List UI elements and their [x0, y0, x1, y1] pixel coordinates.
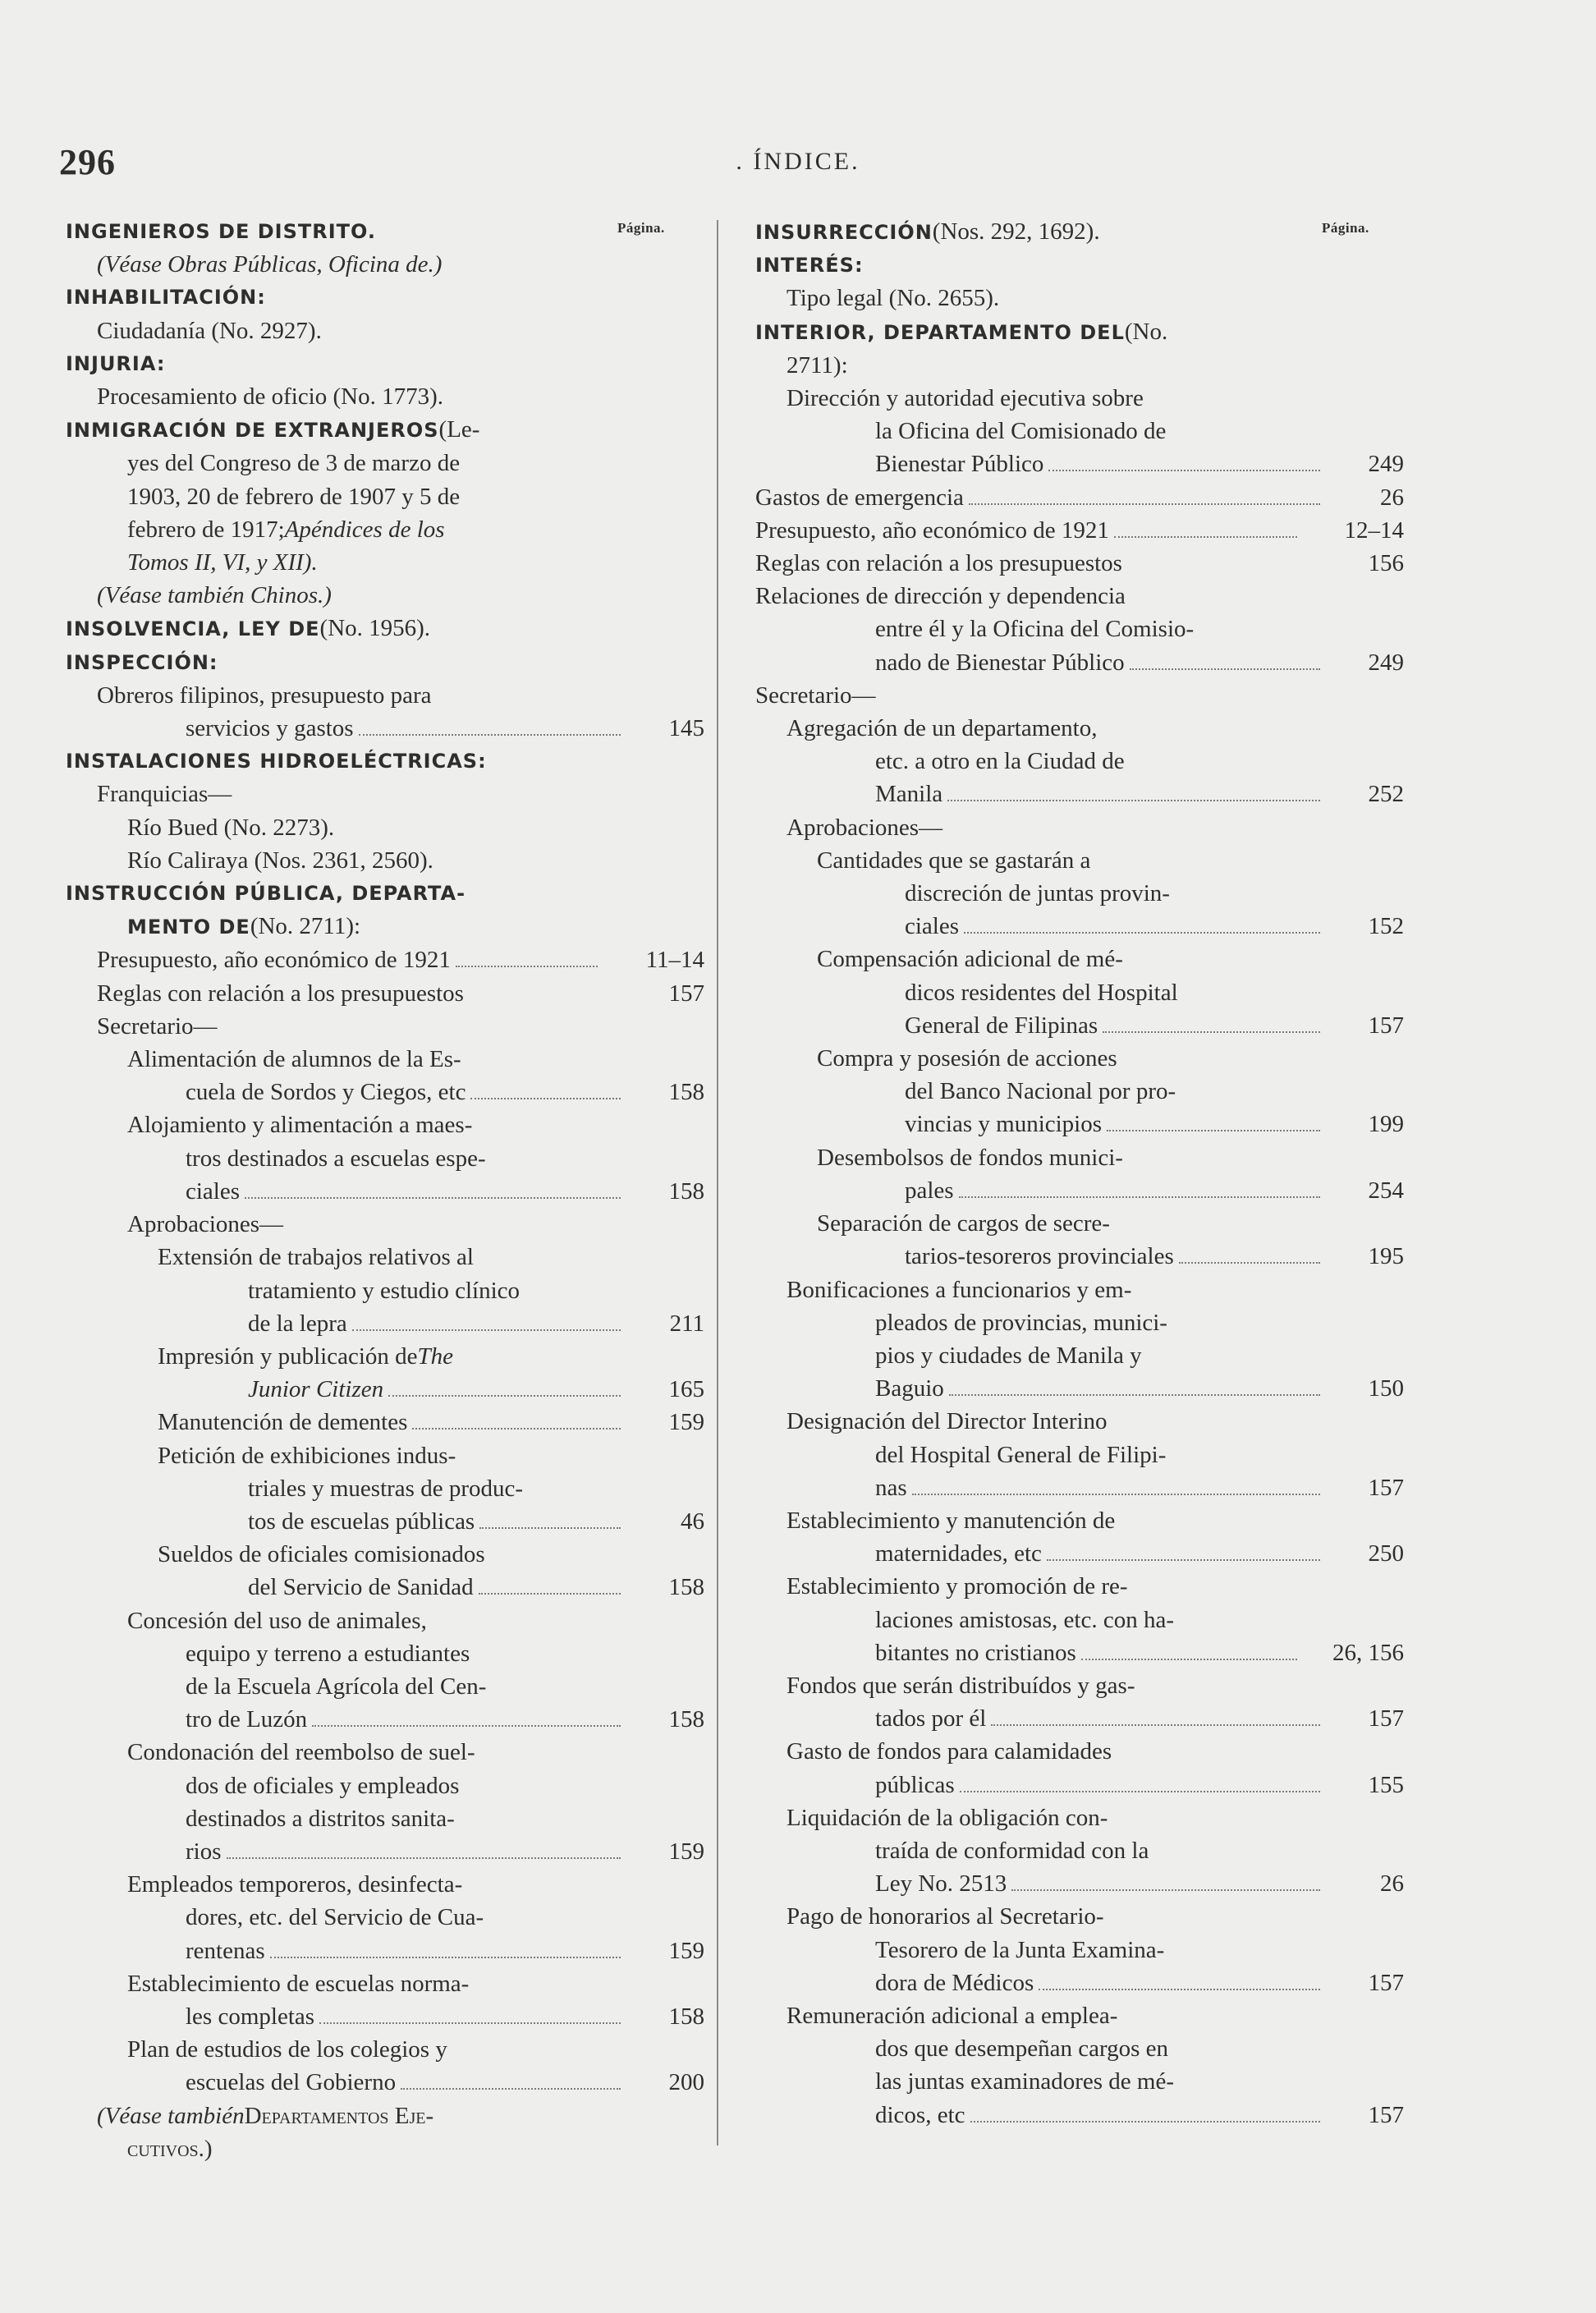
index-subentry: Río Bued (No. 2273).: [127, 814, 335, 841]
dot-leader: [270, 1956, 621, 1958]
dot-leader: [969, 503, 1320, 505]
page-reference: 26: [1380, 1870, 1404, 1898]
column-divider: [717, 220, 718, 2145]
index-subentry-continued: de la Escuela Agrícola del Cen-: [186, 1673, 487, 1700]
index-heading: INTERIOR, DEPARTAMENTO DEL (No.: [755, 318, 1168, 345]
page-reference: 195: [1368, 1243, 1404, 1270]
page-reference: 26: [1380, 484, 1404, 511]
pagina-label-left: Página.: [617, 220, 665, 236]
dot-leader: [359, 733, 621, 736]
index-entry: Obreros filipinos, presupuesto para: [97, 682, 432, 709]
index-subentry: Liquidación de la obligación con-: [787, 1804, 1108, 1831]
index-subentry: Agregación de un departamento,: [787, 715, 1098, 742]
dot-leader: [312, 1724, 621, 1727]
dot-leader: [1048, 469, 1320, 471]
index-entry-continued: servicios y gastos 145: [66, 712, 704, 745]
dot-leader: [227, 1856, 621, 1859]
dot-leader: [912, 1493, 1320, 1495]
index-subentry-continued: Junior Citizen 165: [66, 1373, 704, 1406]
page-reference: 249: [1368, 451, 1404, 478]
index-subentry-continued: ciales 158: [66, 1175, 704, 1208]
index-subentry: Establecimiento y promoción de re-: [787, 1573, 1128, 1600]
index-subentry-continued: del Banco Nacional por pro-: [905, 1078, 1176, 1105]
index-subentry: Aprobaciones—: [127, 1211, 284, 1238]
index-subentry: Designación del Director Interino: [787, 1408, 1108, 1435]
index-subentry-continued: les completas 158: [66, 2000, 704, 2033]
index-subentry-continued: tarios-tesoreros provinciales 195: [755, 1240, 1404, 1273]
cross-reference: (Véase Obras Públicas, Oficina de.): [97, 251, 443, 278]
index-subentry: Concesión del uso de animales,: [127, 1607, 427, 1634]
index-heading: INSOLVENCIA, LEY DE (No. 1956).: [66, 615, 431, 642]
index-subentry-continued: ciales 152: [755, 910, 1404, 943]
index-entry-continued: entre él y la Oficina del Comisio-: [875, 616, 1195, 643]
cross-reference: (Véase también Departamentos Eje-: [97, 2102, 434, 2129]
index-subentry: Petición de exhibiciones indus-: [158, 1442, 456, 1469]
dot-leader: [319, 2022, 621, 2024]
dot-leader: [970, 2120, 1320, 2123]
index-subentry: Pago de honorarios al Secretario-: [787, 1903, 1104, 1930]
index-subentry-continued: del Servicio de Sanidad 158: [66, 1571, 704, 1604]
dot-leader: [479, 1526, 621, 1529]
index-subentry-continued: bitantes no cristianos 26, 156: [755, 1636, 1404, 1669]
index-subentry-continued: cuela de Sordos y Ciegos, etc 158: [66, 1076, 704, 1108]
index-heading: INJURIA:: [66, 351, 166, 375]
index-subentry-continued: equipo y terreno a estudiantes: [186, 1640, 470, 1667]
dot-leader: [1047, 1558, 1320, 1561]
index-heading-continued: MENTO DE (No. 2711):: [127, 913, 361, 940]
index-subentry-continued: tratamiento y estudio clínico: [248, 1277, 520, 1304]
index-entry-continued: febrero de 1917; Apéndices de los: [127, 516, 445, 543]
index-subentry-continued: dicos residentes del Hospital: [905, 979, 1178, 1006]
page-reference: 12–14: [1344, 516, 1404, 544]
running-title: . ÍNDICE.: [736, 148, 860, 175]
dot-leader: [1103, 1030, 1320, 1033]
index-entry: Procesamiento de oficio (No. 1773).: [97, 383, 444, 411]
dot-leader: [1114, 535, 1297, 538]
index-entry: Secretario—: [755, 682, 876, 709]
index-subentry: Bonificaciones a funcionarios y em-: [787, 1276, 1132, 1303]
index-subentry-continued: de la lepra 211: [66, 1307, 704, 1340]
index-subentry: Fondos que serán distribuídos y gas-: [787, 1672, 1135, 1699]
index-subentry-continued: tados por él 157: [755, 1702, 1404, 1735]
dot-leader: [964, 931, 1320, 934]
index-subentry-continued: laciones amistosas, etc. con ha-: [875, 1606, 1174, 1633]
index-subentry: Gasto de fondos para calamidades: [787, 1738, 1112, 1765]
index-entry: Secretario—: [97, 1012, 218, 1039]
dot-leader: [949, 1393, 1320, 1396]
page-reference: 157: [1368, 1705, 1404, 1732]
dot-leader: [960, 1790, 1320, 1792]
index-subentry-continued: nas 157: [755, 1471, 1404, 1504]
dot-leader: [1011, 1888, 1320, 1891]
index-heading-continued: 2711):: [787, 351, 848, 379]
page-reference: 157: [1368, 1969, 1404, 1996]
index-subentry-continued: Baguio 150: [755, 1372, 1404, 1405]
index-subentry: Alimentación de alumnos de la Es-: [127, 1046, 461, 1073]
index-subentry: Empleados temporeros, desinfecta-: [127, 1871, 463, 1898]
page-reference: 46: [681, 1508, 704, 1535]
index-subentry-continued: vincias y municipios 199: [755, 1108, 1404, 1140]
index-entry: Gastos de emergencia 26: [755, 481, 1404, 514]
pagina-label-right: Página.: [1322, 220, 1369, 236]
index-subentry: Alojamiento y alimentación a maes-: [127, 1112, 473, 1139]
dot-leader: [470, 1097, 621, 1099]
index-subentry: Aprobaciones—: [787, 814, 943, 841]
index-subentry-continued: pios y ciudades de Manila y: [875, 1342, 1142, 1369]
index-subentry-continued: dores, etc. del Servicio de Cua-: [186, 1904, 484, 1931]
index-subentry: Establecimiento de escuelas norma-: [127, 1970, 470, 1997]
page-reference: 152: [1368, 913, 1404, 940]
index-subentry-continued: traída de conformidad con la: [875, 1837, 1149, 1864]
index-entry: Relaciones de dirección y dependencia: [755, 583, 1126, 610]
page-reference: 158: [668, 1177, 704, 1205]
page-reference: 145: [668, 715, 704, 742]
index-subentry-continued: tro de Luzón 158: [66, 1703, 704, 1736]
index-heading: INTERÉS:: [755, 254, 864, 278]
index-entry: Tipo legal (No. 2655).: [787, 285, 1000, 312]
index-entry-continued: Bienestar Público 249: [755, 447, 1404, 480]
dot-leader: [352, 1329, 621, 1331]
index-subentry: Condonación del reembolso de suel-: [127, 1739, 475, 1766]
index-subentry: Remuneración adicional a emplea-: [787, 2002, 1118, 2029]
index-subentry-continued: maternidades, etc 250: [755, 1537, 1404, 1570]
index-subentry: Impresión y publicación de The: [158, 1342, 453, 1370]
index-entry: Reglas con relación a los presupuestos 157: [66, 977, 704, 1010]
index-entry-continued: la Oficina del Comisionado de: [875, 418, 1167, 445]
index-subentry: Plan de estudios de los colegios y: [127, 2036, 447, 2063]
page-reference: 199: [1368, 1111, 1404, 1138]
page-reference: 158: [668, 1706, 704, 1733]
page-reference: 158: [668, 1574, 704, 1601]
page-reference: 165: [668, 1376, 704, 1403]
index-subentry: Sueldos de oficiales comisionados: [158, 1541, 485, 1568]
index-heading: INSURRECCIÓN (Nos. 292, 1692).: [755, 218, 1100, 245]
index-subentry: Establecimiento y manutención de: [787, 1507, 1116, 1534]
page-reference: 159: [668, 1937, 704, 1964]
index-heading: INSTRUCCIÓN PÚBLICA, DEPARTA-: [66, 882, 466, 906]
index-entry-continued: nado de Bienestar Público 249: [755, 646, 1404, 679]
page-reference: 159: [668, 1409, 704, 1436]
dot-leader: [388, 1394, 621, 1397]
index-entry-continued: 1903, 20 de febrero de 1907 y 5 de: [127, 483, 461, 510]
index-subentry-continued: pales 254: [755, 1174, 1404, 1207]
index-subentry-continued: dora de Médicos 157: [755, 1967, 1404, 1999]
index-entry: Ciudadanía (No. 2927).: [97, 317, 322, 344]
page-reference: 157: [1368, 1474, 1404, 1501]
index-subentry-continued: públicas 155: [755, 1769, 1404, 1801]
index-heading: INSTALACIONES HIDROELÉCTRICAS:: [66, 750, 487, 773]
index-subentry: Río Caliraya (Nos. 2361, 2560).: [127, 847, 433, 874]
page-reference: 252: [1368, 781, 1404, 808]
index-subentry-continued: tos de escuelas públicas 46: [66, 1505, 704, 1538]
index-entry: Dirección y autoridad ejecutiva sobre: [787, 385, 1144, 412]
dot-leader: [991, 1723, 1320, 1726]
index-subentry-continued: destinados a distritos sanita-: [186, 1805, 455, 1832]
page-reference: 211: [669, 1310, 704, 1337]
index-entry: Presupuesto, año económico de 1921 12–14: [755, 514, 1404, 547]
index-entry-continued: Tomos II, VI, y XII).: [127, 549, 318, 576]
dot-leader: [479, 1592, 621, 1595]
page-reference: 158: [668, 1079, 704, 1106]
index-subentry: Extensión de trabajos relativos al: [158, 1244, 474, 1271]
index-entry: Franquicias—: [97, 781, 232, 808]
index-subentry-continued: del Hospital General de Filipi-: [875, 1441, 1167, 1468]
page-reference: 254: [1368, 1177, 1404, 1204]
index-subentry: Desembolsos de fondos munici-: [817, 1144, 1123, 1171]
index-subentry-continued: escuelas del Gobierno 200: [66, 2066, 704, 2099]
index-heading: INMIGRACIÓN DE EXTRANJEROS (Le-: [66, 416, 480, 443]
index-subentry-continued: dos que desempeñan cargos en: [875, 2035, 1169, 2063]
index-heading: INGENIEROS DE DISTRITO.: [66, 220, 376, 243]
page-number: 296: [59, 142, 116, 182]
index-entry: Reglas con relación a los presupuestos 156: [755, 547, 1404, 580]
index-subentry-continued: triales y muestras de produc-: [248, 1475, 524, 1502]
dot-leader: [1130, 668, 1320, 670]
dot-leader: [1081, 1658, 1297, 1660]
index-heading: INSPECCIÓN:: [66, 650, 218, 674]
index-subentry-continued: dos de oficiales y empleados: [186, 1772, 460, 1799]
page-reference: 249: [1368, 649, 1404, 676]
index-subentry-continued: Manila 252: [755, 778, 1404, 810]
index-column-left: [66, 215, 704, 2165]
index-subentry-continued: General de Filipinas 157: [755, 1009, 1404, 1042]
index-subentry-continued: las juntas examinadores de mé-: [875, 2068, 1174, 2095]
index-subentry: Cantidades que se gastarán a: [817, 847, 1091, 874]
index-subentry: Compensación adicional de mé-: [817, 946, 1123, 973]
index-subentry: Manutención de dementes 159: [66, 1406, 704, 1439]
page-reference: 157: [1368, 2101, 1404, 2128]
cross-reference-continued: cutivos.): [127, 2135, 213, 2162]
index-subentry-continued: discreción de juntas provin-: [905, 880, 1170, 907]
page-reference: 11–14: [645, 947, 704, 974]
page-reference: 157: [668, 980, 704, 1007]
index-entry: Presupuesto, año económico de 1921 11–14: [66, 943, 704, 976]
dot-leader: [959, 1196, 1320, 1198]
dot-leader: [245, 1196, 621, 1199]
index-subentry-continued: Ley No. 2513 26: [755, 1867, 1404, 1900]
page-reference: 155: [1368, 1771, 1404, 1798]
index-entry-continued: yes del Congreso de 3 de marzo de: [127, 450, 461, 477]
dot-leader: [1039, 1988, 1320, 1990]
page-reference: 159: [668, 1838, 704, 1865]
index-subentry-continued: Tesorero de la Junta Examina-: [875, 1936, 1165, 1963]
page-reference: 158: [668, 2003, 704, 2030]
index-column-right: [755, 215, 1404, 2132]
dot-leader: [1107, 1129, 1320, 1131]
page-reference: 26, 156: [1332, 1639, 1404, 1666]
index-subentry-continued: dicos, etc 157: [755, 2099, 1404, 2132]
page-reference: 200: [668, 2069, 704, 2096]
dot-leader: [456, 965, 598, 967]
index-subentry-continued: tros destinados a escuelas espe-: [186, 1145, 486, 1172]
index-heading: INHABILITACIÓN:: [66, 286, 266, 310]
dot-leader: [1179, 1261, 1320, 1264]
page-reference: 150: [1368, 1375, 1404, 1402]
index-subentry-continued: pleados de provincias, munici-: [875, 1309, 1167, 1336]
dot-leader: [412, 1427, 621, 1430]
page-reference: 250: [1368, 1540, 1404, 1567]
index-subentry: Separación de cargos de secre-: [817, 1210, 1110, 1237]
index-subentry-continued: rentenas 159: [66, 1934, 704, 1967]
dot-leader: [401, 2087, 621, 2090]
dot-leader: [947, 799, 1320, 801]
cross-reference: (Véase también Chinos.): [97, 582, 332, 609]
index-subentry-continued: etc. a otro en la Ciudad de: [875, 748, 1125, 775]
index-subentry: Compra y posesión de acciones: [817, 1045, 1117, 1072]
page-reference: 156: [1368, 550, 1404, 577]
index-subentry-continued: rios 159: [66, 1835, 704, 1868]
page-reference: 157: [1368, 1012, 1404, 1039]
